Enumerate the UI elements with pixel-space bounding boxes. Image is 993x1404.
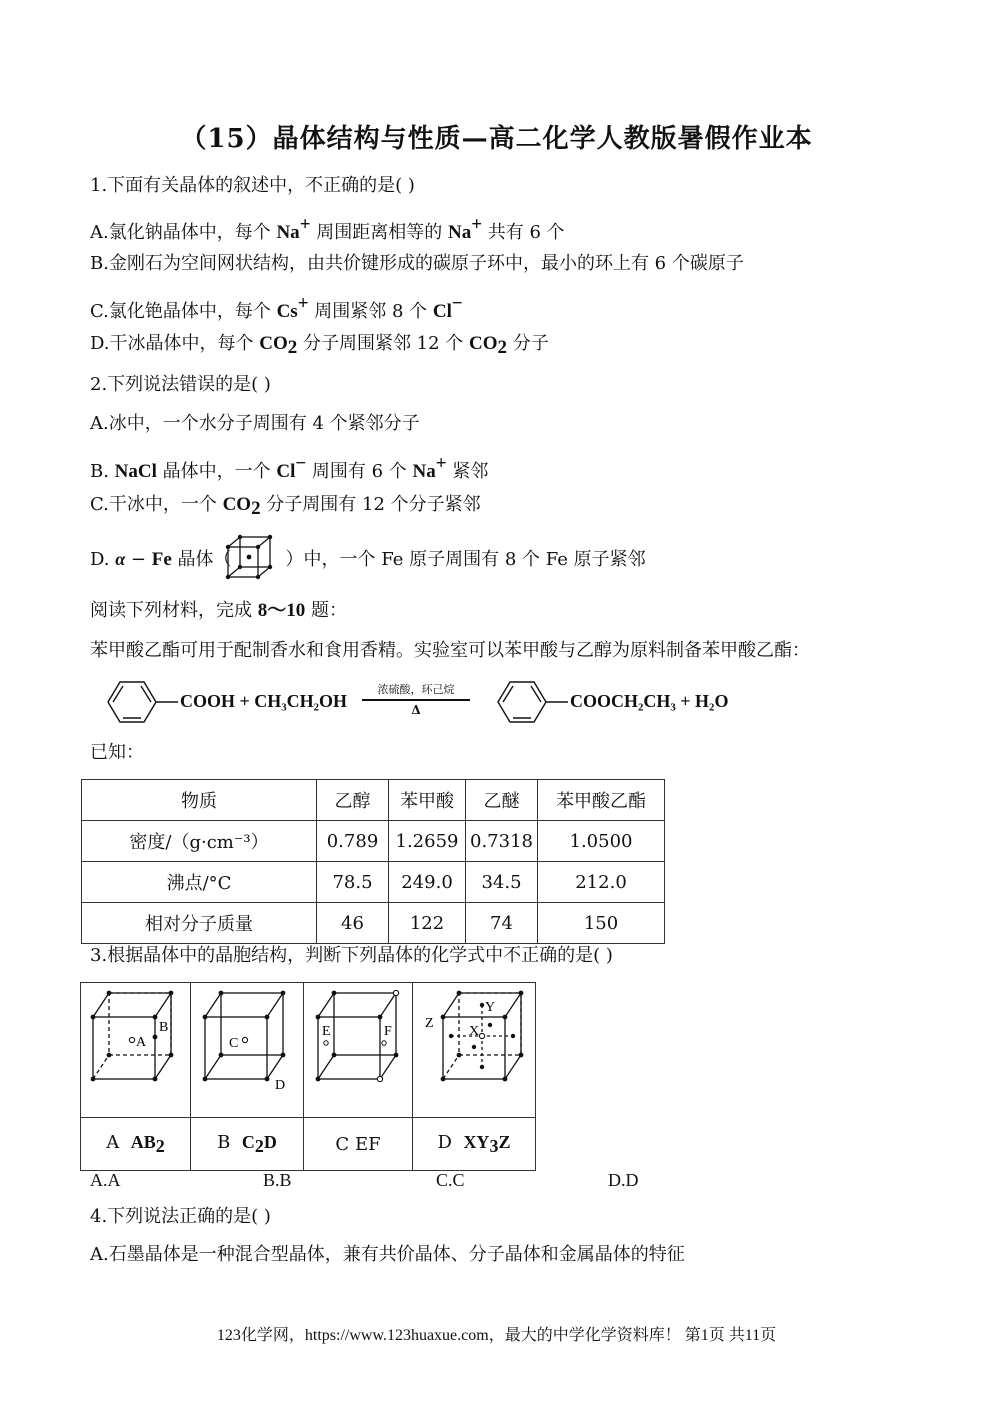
- cell-diagram-c: [304, 983, 413, 1118]
- table-cell: 0.789: [317, 821, 389, 862]
- cell-c-svg: [304, 983, 412, 1113]
- bcc-cell-diagram: [222, 533, 278, 585]
- page-footer: 123化学网，https://www.123huaxue.com，最大的中学化学资料库！ 第1页 共11页: [216, 1327, 777, 1344]
- cell-formula-row: [81, 1118, 536, 1171]
- q3-stem: 3.根据晶体中的晶胞结构，判断下列晶体的化学式中不正确的是( ): [90, 945, 613, 966]
- table-cell: 212.0: [538, 862, 665, 903]
- q4-stem: 4.下列说法正确的是( ): [90, 1206, 271, 1227]
- cell-d-label-y: Y: [485, 1000, 496, 1015]
- table-row: [82, 821, 665, 862]
- table-cell: 74: [466, 903, 538, 944]
- cell-c-label-e: E: [322, 1024, 331, 1039]
- q4-option-a: A.石墨晶体是一种混合型晶体，兼有共价晶体、分子晶体和金属晶体的特征: [90, 1244, 685, 1265]
- q1-option-a: A.氯化钠晶体中，每个 Na+ 周围距离相等的 Na+ 共有 6 个: [90, 214, 565, 243]
- reading-intro: 阅读下列材料，完成 8～10 题：: [90, 600, 347, 621]
- table-cell: 34.5: [466, 862, 538, 903]
- equation-left: COOH + CH₃CH₂OH: [180, 691, 348, 711]
- cell-b-label-c: C: [229, 1036, 239, 1051]
- equation-arrow: [362, 699, 470, 701]
- table-header: 苯甲酸乙酯: [538, 780, 665, 821]
- properties-table: [81, 779, 665, 944]
- cell-a-label-a: A: [136, 1035, 147, 1050]
- table-header: 乙醇: [317, 780, 389, 821]
- q3-option-b: B.B: [263, 1170, 292, 1190]
- cell-formula-a: A $AB_2$: [81, 1118, 191, 1171]
- cell-b-label-d: D: [275, 1078, 286, 1093]
- table-cell: 46: [317, 903, 389, 944]
- q2-option-c: C.干冰中，一个 $CO_2$ 分子周围有 12 个分子紧邻: [90, 494, 481, 519]
- table-row: [82, 862, 665, 903]
- table-row: [82, 903, 665, 944]
- table-cell: 0.7318: [466, 821, 538, 862]
- q2-option-d: D. α − Fe 晶体（ ）中，一个 Fe 原子周围有 8 个 Fe 原子紧邻: [90, 549, 646, 570]
- table-cell: 1.2659: [389, 821, 466, 862]
- q2-option-b: B. NaCl 晶体中，一个 Cl− 周围有 6 个 Na+ 紧邻: [90, 453, 489, 482]
- cell-d-svg: [413, 983, 535, 1113]
- table-row-label: 密度/（g·cm⁻³）: [82, 821, 317, 862]
- table-header-row: [82, 780, 665, 821]
- q1-option-c: C.氯化铯晶体中，每个 Cs+ 周围紧邻 8 个 Cl−: [90, 293, 463, 322]
- table-header: 苯甲酸: [389, 780, 466, 821]
- table-header: 乙醚: [466, 780, 538, 821]
- cell-b-svg: [191, 983, 303, 1113]
- cell-formula-c: C EF: [304, 1118, 413, 1171]
- cell-diagram-row: [81, 983, 536, 1118]
- table-cell: 249.0: [389, 862, 466, 903]
- cell-diagram-a: [81, 983, 191, 1118]
- cell-diagram-b: [191, 983, 304, 1118]
- q3-option-c: C.C: [436, 1170, 465, 1190]
- q3-option-a: A.A: [90, 1170, 121, 1190]
- cell-d-label-z: Z: [425, 1016, 434, 1031]
- cell-a-label-b: B: [159, 1020, 169, 1035]
- reading-text: 苯甲酸乙酯可用于配制香水和食用香精。实验室可以苯甲酸与乙醇为原料制备苯甲酸乙酯：: [90, 640, 810, 661]
- table-row-label: 沸点/°C: [82, 862, 317, 903]
- q1-option-d: D.干冰晶体中，每个 $CO_2$ 分子周围紧邻 12 个 $CO_2$ 分子: [90, 333, 549, 358]
- equation-condition-top: 浓硫酸，环己烷: [377, 683, 455, 696]
- cell-formula-b: B $C_2D$: [191, 1118, 304, 1171]
- benzene-ring-left: [96, 678, 180, 726]
- cell-d-label-x: X: [469, 1024, 480, 1039]
- equation-condition-bottom: Δ: [411, 703, 421, 717]
- q2-option-a: A.冰中，一个水分子周围有 4 个紧邻分子: [90, 413, 420, 434]
- table-cell: 78.5: [317, 862, 389, 903]
- q1-option-b: B.金刚石为空间网状结构，由共价键形成的碳原子环中，最小的环上有 6 个碳原子: [90, 253, 744, 274]
- page-title: （15）晶体结构与性质—高二化学人教版暑假作业本: [180, 124, 813, 154]
- benzene-ring-right: [486, 678, 570, 726]
- crystal-cell-table: [80, 982, 536, 1171]
- q2-stem: 2.下列说法错误的是( ): [90, 374, 271, 395]
- cell-a-svg: [81, 983, 190, 1113]
- cell-formula-d: D $XY_3Z$: [413, 1118, 536, 1171]
- cell-c-label-f: F: [384, 1024, 392, 1039]
- table-cell: 150: [538, 903, 665, 944]
- table-cell: 1.0500: [538, 821, 665, 862]
- known-label: 已知：: [90, 742, 144, 763]
- table-header: 物质: [82, 780, 317, 821]
- equation-right: COOCH₂CH₃ + H₂O: [570, 691, 729, 711]
- cell-diagram-d: [413, 983, 536, 1118]
- table-row-label: 相对分子质量: [82, 903, 317, 944]
- table-cell: 122: [389, 903, 466, 944]
- q1-stem: 1.下面有关晶体的叙述中，不正确的是( ): [90, 175, 415, 196]
- q3-option-d: D.D: [608, 1170, 639, 1190]
